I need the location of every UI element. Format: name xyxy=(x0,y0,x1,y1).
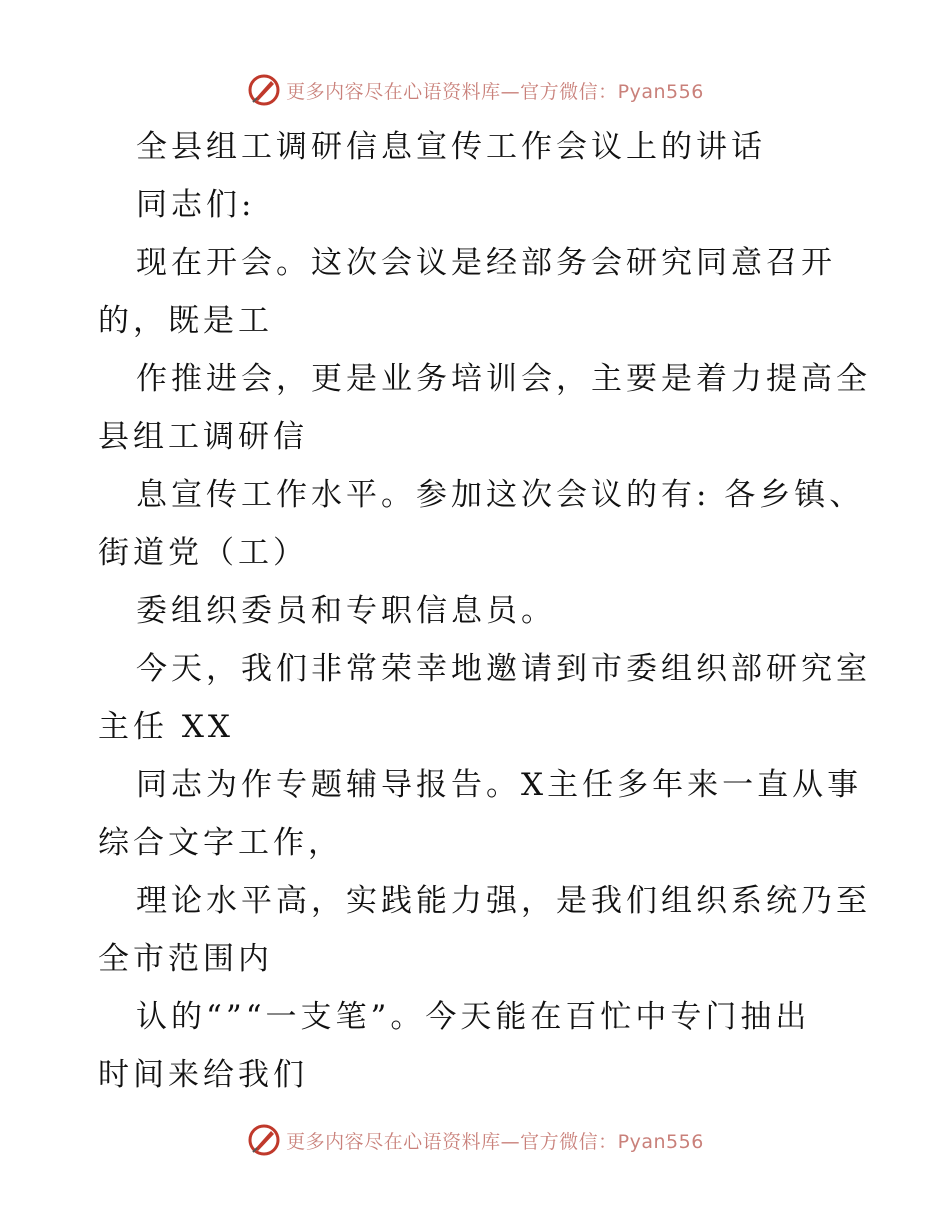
paragraph-line: 现在开会。这次会议是经部务会研究同意召开 xyxy=(136,245,836,281)
paragraph-line: 同志为作专题辅导报告。X主任多年来一直从事 xyxy=(136,767,863,803)
paragraph-line: 的，既是工 xyxy=(98,303,273,339)
header-banner-text: 更多内容尽在心语资料库—官方微信：Pyan556 xyxy=(286,80,704,103)
paragraph-line: 委组织委员和专职信息员。 xyxy=(136,593,556,629)
quill-logo-icon xyxy=(246,1122,282,1158)
quill-logo-icon xyxy=(246,72,282,108)
header-banner xyxy=(0,70,950,110)
paragraph-line: 认的“”“一支笔”。今天能在百忙中专门抽出 xyxy=(136,999,811,1035)
paragraph-line: 理论水平高，实践能力强，是我们组织系统乃至 xyxy=(136,883,871,919)
paragraph-line: 综合文字工作， xyxy=(98,825,343,861)
paragraph-line: 县组工调研信 xyxy=(98,419,308,455)
paragraph-line: 时间来给我们 xyxy=(98,1057,308,1093)
document-title: 全县组工调研信息宣传工作会议上的讲话 xyxy=(136,129,766,165)
paragraph-line: 街道党（工） xyxy=(98,535,308,571)
paragraph-line: 今天，我们非常荣幸地邀请到市委组织部研究室 xyxy=(136,651,871,687)
salutation: 同志们: xyxy=(136,187,256,223)
paragraph-line: 全市范围内 xyxy=(98,941,273,977)
paragraph-line: 主任 XX xyxy=(98,709,234,745)
footer-banner-text: 更多内容尽在心语资料库—官方微信：Pyan556 xyxy=(286,1130,704,1153)
document-body xyxy=(98,118,871,1104)
footer-banner xyxy=(0,1120,950,1160)
paragraph-line: 作推进会，更是业务培训会，主要是着力提高全 xyxy=(136,361,871,397)
paragraph-line: 息宣传工作水平。参加这次会议的有: 各乡镇、 xyxy=(136,477,865,513)
